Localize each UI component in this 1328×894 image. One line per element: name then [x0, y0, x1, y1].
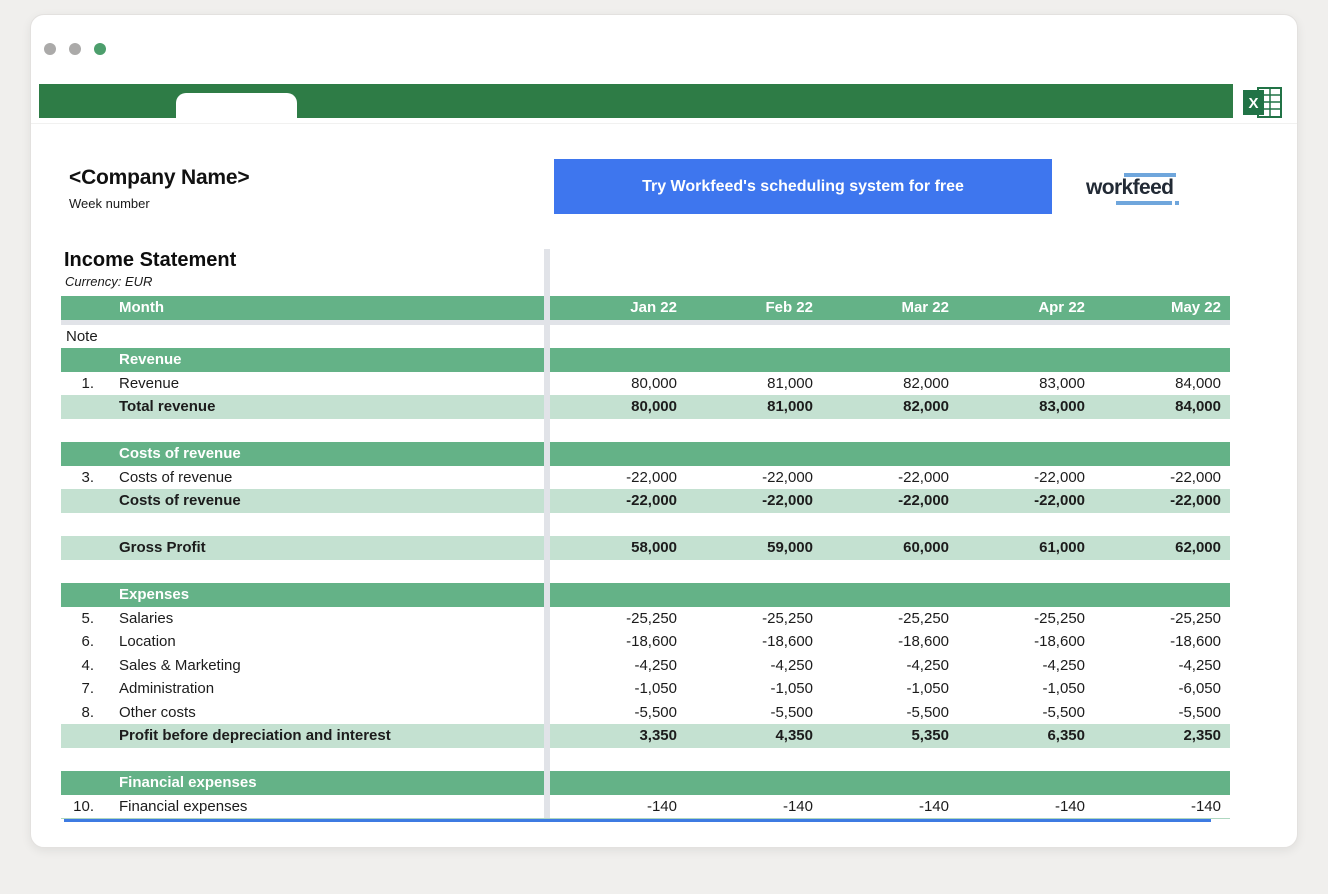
column-divider-upper [544, 249, 550, 296]
app-window [30, 14, 1298, 848]
value-cell: -22,000 [626, 492, 677, 510]
row-label-cell [61, 560, 544, 584]
column-divider [544, 348, 550, 372]
value-cell: -22,000 [1170, 492, 1221, 510]
row-label-cell [61, 795, 544, 819]
workfeed-logo[interactable] [1086, 173, 1180, 205]
value-cell: 80,000 [631, 398, 677, 416]
logo-trademark-dot [1175, 201, 1179, 205]
currency-note: Currency: EUR [65, 274, 153, 289]
value-cell: -18,600 [762, 633, 813, 651]
value-cell: -4,250 [770, 656, 813, 674]
value-cell: -1,050 [1042, 680, 1085, 698]
value-cell: -22,000 [1170, 468, 1221, 486]
row-label-cell [61, 442, 544, 466]
value-cell: 84,000 [1175, 374, 1221, 392]
row-label-cell [61, 724, 544, 748]
note-number: 1. [81, 374, 94, 392]
traffic-light-zoom[interactable] [94, 43, 106, 55]
row-label-cell [61, 395, 544, 419]
value-cell: 5,350 [911, 727, 949, 745]
value-cell: 62,000 [1175, 539, 1221, 557]
row-label-cell [61, 654, 544, 678]
value-cell: -25,250 [1034, 609, 1085, 627]
value-cell: -5,500 [770, 703, 813, 721]
value-cell: 81,000 [767, 398, 813, 416]
value-cell: -4,250 [634, 656, 677, 674]
table-row-costs-of-revenue [61, 489, 1230, 513]
value-cell: 80,000 [631, 374, 677, 392]
value-cell: -140 [646, 797, 677, 815]
traffic-light-minimize[interactable] [69, 43, 81, 55]
traffic-light-close[interactable] [44, 43, 56, 55]
sheet-title: Income Statement [64, 249, 237, 271]
table-row-administration [61, 677, 1230, 701]
value-cell: -22,000 [762, 492, 813, 510]
value-cell: -25,250 [762, 609, 813, 627]
table-row-spacer [61, 748, 1230, 772]
value-cell: -5,500 [1042, 703, 1085, 721]
row-label-cell [61, 583, 544, 607]
value-cell: -4,250 [1178, 656, 1221, 674]
row-label-cell [61, 536, 544, 560]
value-cell: -5,500 [906, 703, 949, 721]
selection-blue-line [64, 819, 1211, 822]
table-row-other-costs [61, 701, 1230, 725]
row-label: Financial expenses [119, 797, 248, 815]
column-divider [544, 325, 550, 349]
row-label: Location [119, 633, 176, 651]
row-label-cell [61, 513, 544, 537]
table-row-spacer [61, 560, 1230, 584]
value-cell: 3,350 [639, 727, 677, 745]
table-row-costs-of-revenue [61, 466, 1230, 490]
table-row-revenue [61, 372, 1230, 396]
value-cell: -18,600 [1170, 633, 1221, 651]
row-label: Financial expenses [119, 774, 257, 792]
value-cell: 82,000 [903, 398, 949, 416]
column-divider [544, 583, 550, 607]
note-number: Note [66, 327, 98, 345]
value-cell: -4,250 [906, 656, 949, 674]
table-row-financial-expenses [61, 771, 1230, 795]
value-cell: -5,500 [1178, 703, 1221, 721]
row-label: Month [119, 299, 164, 317]
value-cell: 84,000 [1175, 398, 1221, 416]
value-cell: -4,250 [1042, 656, 1085, 674]
row-label-cell [61, 748, 544, 772]
value-cell: -25,250 [1170, 609, 1221, 627]
value-cell: Apr 22 [1038, 299, 1085, 317]
value-cell: -18,600 [898, 633, 949, 651]
value-cell: -22,000 [762, 468, 813, 486]
svg-text:X: X [1248, 95, 1259, 112]
row-label: Gross Profit [119, 539, 206, 557]
week-number-label: Week number [69, 196, 150, 211]
value-cell: -6,050 [1178, 680, 1221, 698]
row-label: Total revenue [119, 398, 216, 416]
topbar-divider [31, 123, 1297, 124]
row-label-cell [61, 325, 544, 349]
row-label-cell [61, 630, 544, 654]
value-cell: 58,000 [631, 539, 677, 557]
value-cell: -22,000 [898, 468, 949, 486]
table-row-month [61, 296, 1230, 320]
logo-underline [1116, 201, 1172, 205]
column-divider [544, 748, 550, 772]
value-cell: 83,000 [1039, 374, 1085, 392]
company-name: <Company Name> [69, 166, 250, 189]
value-cell: Feb 22 [765, 299, 813, 317]
value-cell: 83,000 [1039, 398, 1085, 416]
excel-icon [1243, 86, 1283, 119]
value-cell: 6,350 [1047, 727, 1085, 745]
table-row-note [61, 325, 1230, 349]
value-cell: 4,350 [775, 727, 813, 745]
value-cell: -25,250 [626, 609, 677, 627]
table-row-sales-marketing [61, 654, 1230, 678]
table-row-revenue [61, 348, 1230, 372]
table-row-spacer [61, 419, 1230, 443]
note-number: 3. [81, 468, 94, 486]
note-number: 6. [81, 633, 94, 651]
note-number: 4. [81, 656, 94, 674]
value-cell: -140 [782, 797, 813, 815]
value-cell: -1,050 [634, 680, 677, 698]
value-cell: -22,000 [898, 492, 949, 510]
row-label-cell [61, 677, 544, 701]
column-divider [544, 419, 550, 443]
row-label-cell [61, 296, 544, 320]
value-cell: -140 [918, 797, 949, 815]
note-number: 8. [81, 703, 94, 721]
row-label-cell [61, 372, 544, 396]
value-cell: -22,000 [1034, 468, 1085, 486]
row-label-cell [61, 701, 544, 725]
table-row-profit-before-depreciation-and-interest [61, 724, 1230, 748]
note-number: 7. [81, 680, 94, 698]
spreadsheet-topbar [39, 84, 1233, 118]
row-label-cell [61, 607, 544, 631]
column-divider [544, 771, 550, 795]
table-row-financial-expenses [61, 795, 1230, 819]
workfeed-banner-link[interactable] [554, 159, 1052, 214]
value-cell: -22,000 [1034, 492, 1085, 510]
company-block [69, 166, 249, 211]
note-number: 5. [81, 609, 94, 627]
row-label: Expenses [119, 586, 190, 604]
value-cell: -140 [1190, 797, 1221, 815]
table-row-location [61, 630, 1230, 654]
value-cell: -1,050 [770, 680, 813, 698]
value-cell: Mar 22 [901, 299, 949, 317]
column-divider [544, 513, 550, 537]
value-cell: -18,600 [626, 633, 677, 651]
note-number: 10. [73, 797, 94, 815]
row-label: Profit before depreciation and interest [119, 727, 391, 745]
value-cell: -18,600 [1034, 633, 1085, 651]
row-label-cell [61, 771, 544, 795]
value-cell: May 22 [1170, 299, 1221, 317]
table-row-salaries [61, 607, 1230, 631]
row-label: Sales & Marketing [119, 656, 241, 674]
value-cell: -25,250 [898, 609, 949, 627]
value-cell: -140 [1054, 797, 1085, 815]
table-row-costs-of-revenue [61, 442, 1230, 466]
row-label: Costs of revenue [119, 445, 241, 463]
value-cell: 2,350 [1183, 727, 1221, 745]
value-cell: 81,000 [767, 374, 813, 392]
row-label: Costs of revenue [119, 468, 233, 486]
value-cell: -1,050 [906, 680, 949, 698]
table-row-spacer [61, 513, 1230, 537]
value-cell: -5,500 [634, 703, 677, 721]
sheet-tab[interactable] [176, 93, 297, 127]
income-table [61, 296, 1230, 818]
value-cell: 59,000 [767, 539, 813, 557]
row-label: Costs of revenue [119, 492, 241, 510]
row-label: Other costs [119, 703, 196, 721]
value-cell: 82,000 [903, 374, 949, 392]
row-label: Administration [119, 680, 215, 698]
value-cell: Jan 22 [630, 299, 677, 317]
traffic-lights [44, 43, 106, 55]
row-label-cell [61, 489, 544, 513]
column-divider [544, 442, 550, 466]
column-divider [544, 560, 550, 584]
row-label-cell [61, 348, 544, 372]
value-cell: 61,000 [1039, 539, 1085, 557]
value-cell: 60,000 [903, 539, 949, 557]
row-label: Revenue [119, 374, 180, 392]
value-cell: -22,000 [626, 468, 677, 486]
row-label: Salaries [119, 609, 174, 627]
row-label-cell [61, 466, 544, 490]
table-row-expenses [61, 583, 1230, 607]
row-label-cell [61, 419, 544, 443]
table-row-total-revenue [61, 395, 1230, 419]
table-row-gross-profit [61, 536, 1230, 560]
banner-label: Try Workfeed's scheduling system for free [642, 177, 964, 195]
row-label: Revenue [119, 351, 182, 369]
logo-wordmark: workfeed [1086, 176, 1174, 199]
